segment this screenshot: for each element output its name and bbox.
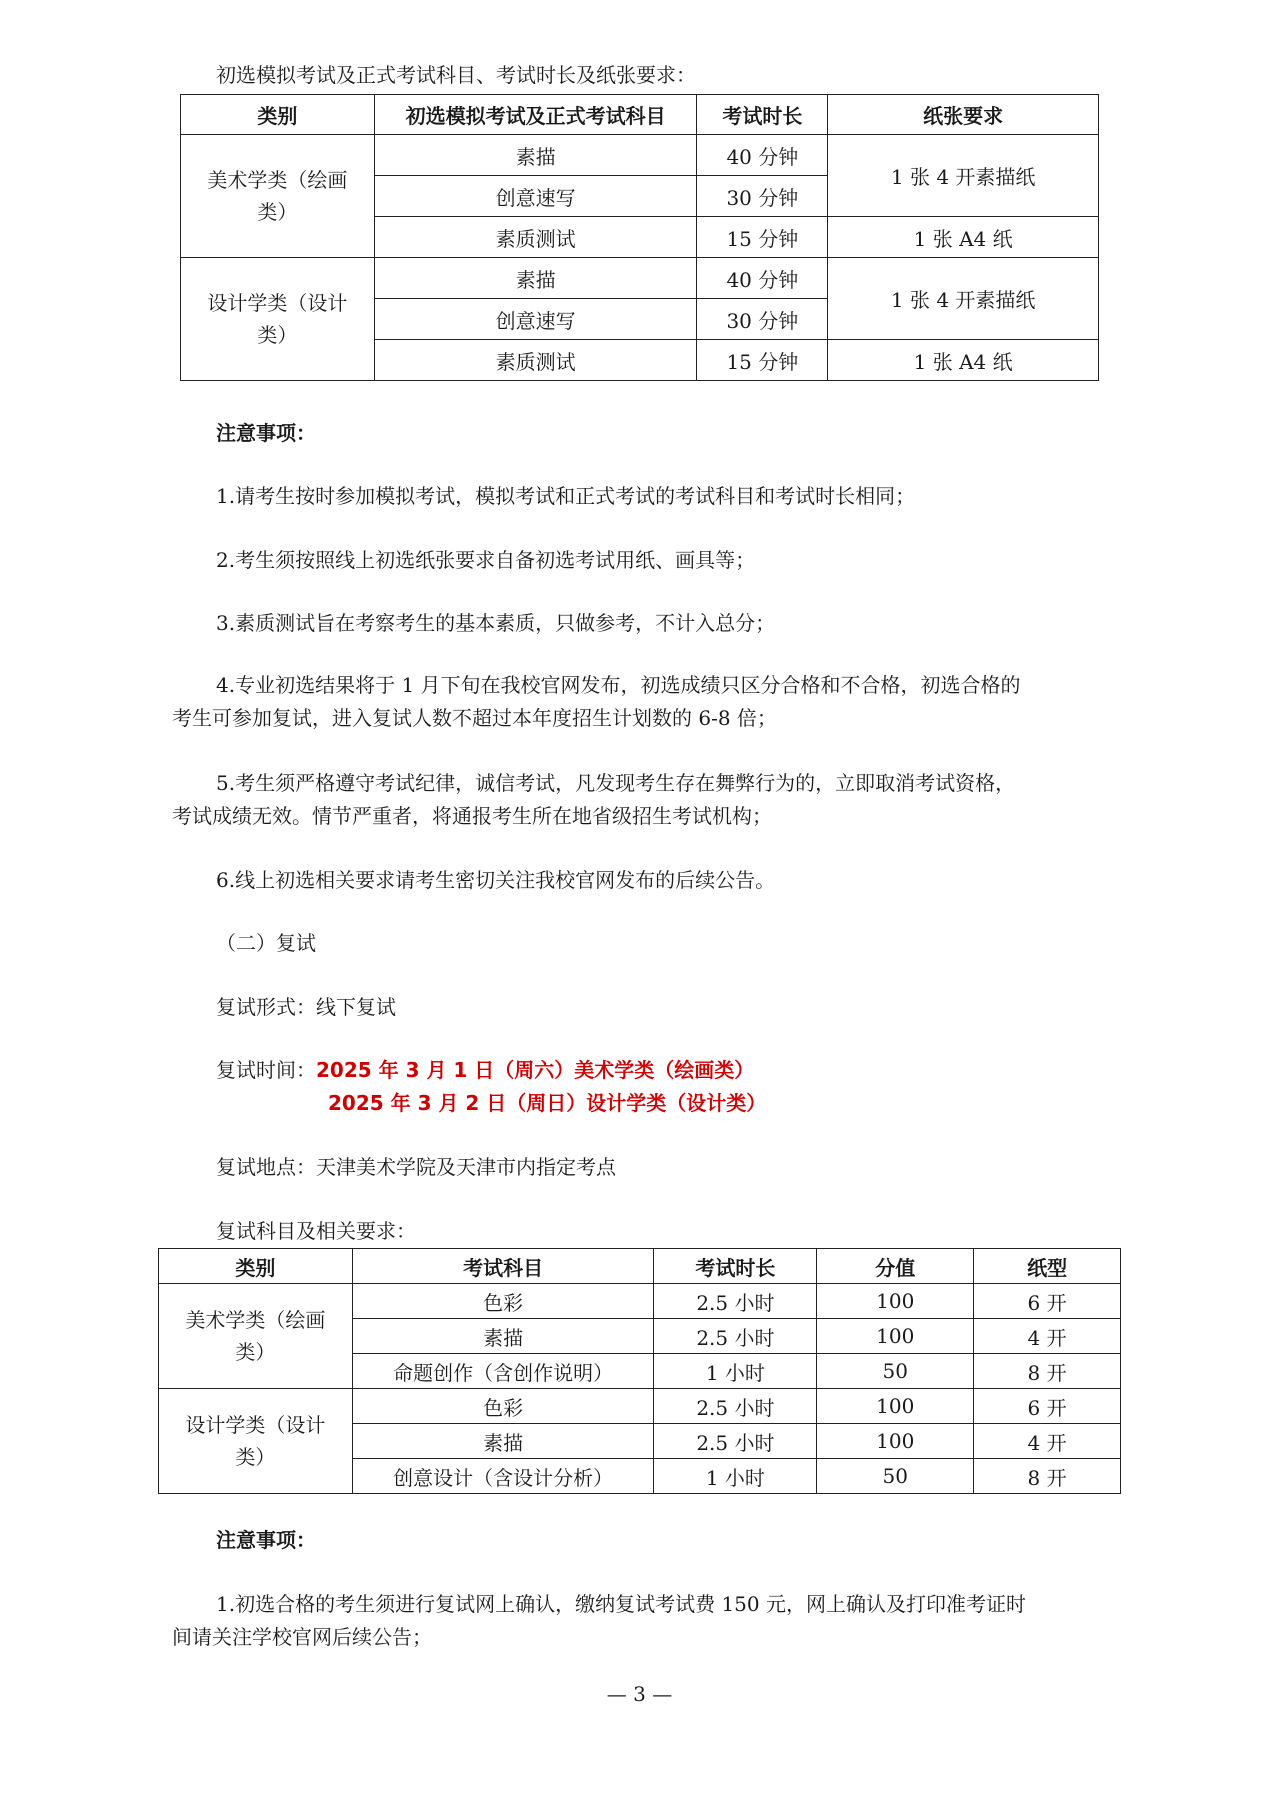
prelim-exam-table <box>180 94 1099 381</box>
score-cell: 100 <box>817 1319 974 1354</box>
retest-time-label: 复试时间： <box>216 1058 316 1082</box>
duration-cell: 1 小时 <box>654 1459 817 1494</box>
notes-title: 注意事项： <box>216 1528 316 1552</box>
paper-size-cell: 4 开 <box>974 1424 1121 1459</box>
subject-cell: 素质测试 <box>374 340 697 381</box>
subject-cell: 创意速写 <box>374 176 697 217</box>
note-item: 6.线上初选相关要求请考生密切关注我校官网发布的后续公告。 <box>216 868 776 892</box>
duration-cell: 2.5 小时 <box>654 1319 817 1354</box>
header-category: 类别 <box>159 1249 353 1284</box>
paper-cell: 1 张 A4 纸 <box>828 217 1099 258</box>
duration-cell: 30 分钟 <box>697 176 828 217</box>
duration-cell: 40 分钟 <box>697 135 828 176</box>
category-cell: 设计学类（设计类） <box>181 258 375 381</box>
score-cell: 50 <box>817 1459 974 1494</box>
duration-cell: 1 小时 <box>654 1354 817 1389</box>
header-subject: 考试科目 <box>352 1249 654 1284</box>
retest-form <box>216 992 396 1022</box>
paper-size-cell: 4 开 <box>974 1319 1121 1354</box>
duration-cell: 2.5 小时 <box>654 1284 817 1319</box>
section-heading: （二）复试 <box>216 931 316 955</box>
prelim-table-caption: 初选模拟考试及正式考试科目、考试时长及纸张要求： <box>216 63 696 87</box>
note-item: 5.考生须严格遵守考试纪律，诚信考试，凡发现考生存在舞弊行为的，立即取消考试资格， <box>216 771 1016 795</box>
score-cell: 100 <box>817 1284 974 1319</box>
paper-cell: 1 张 A4 纸 <box>828 340 1099 381</box>
retest-form-label: 复试形式： <box>216 995 316 1019</box>
subject-cell: 色彩 <box>352 1284 654 1319</box>
note-item: 1.初选合格的考生须进行复试网上确认，缴纳复试考试费 150 元，网上确认及打印准考证时 <box>216 1592 1026 1616</box>
retest-place <box>216 1152 616 1182</box>
duration-cell: 15 分钟 <box>697 340 828 381</box>
table-row <box>181 135 1099 176</box>
note-item-continued: 间请关注学校官网后续公告； <box>172 1625 432 1649</box>
header-category: 类别 <box>181 95 375 135</box>
category-cell: 美术学类（绘画类） <box>181 135 375 258</box>
duration-cell: 2.5 小时 <box>654 1389 817 1424</box>
note-item: 4.专业初选结果将于 1 月下旬在我校官网发布，初选成绩只区分合格和不合格，初选合格的 <box>216 673 1021 697</box>
table-header-row <box>159 1249 1121 1284</box>
header-duration: 考试时长 <box>697 95 828 135</box>
duration-cell: 30 分钟 <box>697 299 828 340</box>
paper-size-cell: 6 开 <box>974 1389 1121 1424</box>
subject-cell: 素质测试 <box>374 217 697 258</box>
retest-place-value: 天津美术学院及天津市内指定考点 <box>316 1155 616 1179</box>
category-cell: 美术学类（绘画类） <box>159 1284 353 1389</box>
category-cell: 设计学类（设计类） <box>159 1389 353 1494</box>
subject-cell: 色彩 <box>352 1389 654 1424</box>
paper-cell: 1 张 4 开素描纸 <box>828 258 1099 340</box>
note-item-continued: 考试成绩无效。情节严重者，将通报考生所在地省级招生考试机构； <box>172 804 772 828</box>
retest-time-date-1: 2025 年 3 月 1 日（周六）美术学类（绘画类） <box>316 1058 755 1082</box>
paper-size-cell: 8 开 <box>974 1354 1121 1389</box>
page-number: — 3 — <box>606 1682 673 1706</box>
retest-place-label: 复试地点： <box>216 1155 316 1179</box>
subject-cell: 素描 <box>374 258 697 299</box>
header-subject: 初选模拟考试及正式考试科目 <box>374 95 697 135</box>
subject-cell: 命题创作（含创作说明） <box>352 1354 654 1389</box>
score-cell: 50 <box>817 1354 974 1389</box>
subject-cell: 素描 <box>374 135 697 176</box>
paper-size-cell: 8 开 <box>974 1459 1121 1494</box>
subject-cell: 素描 <box>352 1424 654 1459</box>
retest-table-caption: 复试科目及相关要求： <box>216 1219 416 1243</box>
subject-cell: 创意速写 <box>374 299 697 340</box>
notes-title: 注意事项： <box>216 421 316 445</box>
score-cell: 100 <box>817 1424 974 1459</box>
retest-time <box>216 1055 754 1085</box>
note-item: 2.考生须按照线上初选纸张要求自备初选考试用纸、画具等； <box>216 548 756 572</box>
duration-cell: 15 分钟 <box>697 217 828 258</box>
table-row <box>159 1389 1121 1424</box>
note-item: 1.请考生按时参加模拟考试，模拟考试和正式考试的考试科目和考试时长相同； <box>216 484 916 508</box>
note-item: 3.素质测试旨在考察考生的基本素质，只做参考，不计入总分； <box>216 611 776 635</box>
table-row <box>181 258 1099 299</box>
score-cell: 100 <box>817 1389 974 1424</box>
table-header-row <box>181 95 1099 135</box>
duration-cell: 40 分钟 <box>697 258 828 299</box>
header-duration: 考试时长 <box>654 1249 817 1284</box>
duration-cell: 2.5 小时 <box>654 1424 817 1459</box>
subject-cell: 素描 <box>352 1319 654 1354</box>
header-paper-size: 纸型 <box>974 1249 1121 1284</box>
retest-time-date-2: 2025 年 3 月 2 日（周日）设计学类（设计类） <box>328 1091 767 1115</box>
header-paper: 纸张要求 <box>828 95 1099 135</box>
header-score: 分值 <box>817 1249 974 1284</box>
note-item-continued: 考生可参加复试，进入复试人数不超过本年度招生计划数的 6-8 倍； <box>172 706 777 730</box>
paper-size-cell: 6 开 <box>974 1284 1121 1319</box>
retest-form-value: 线下复试 <box>316 995 396 1019</box>
subject-cell: 创意设计（含设计分析） <box>352 1459 654 1494</box>
table-row <box>159 1284 1121 1319</box>
retest-exam-table <box>158 1248 1121 1494</box>
paper-cell: 1 张 4 开素描纸 <box>828 135 1099 217</box>
